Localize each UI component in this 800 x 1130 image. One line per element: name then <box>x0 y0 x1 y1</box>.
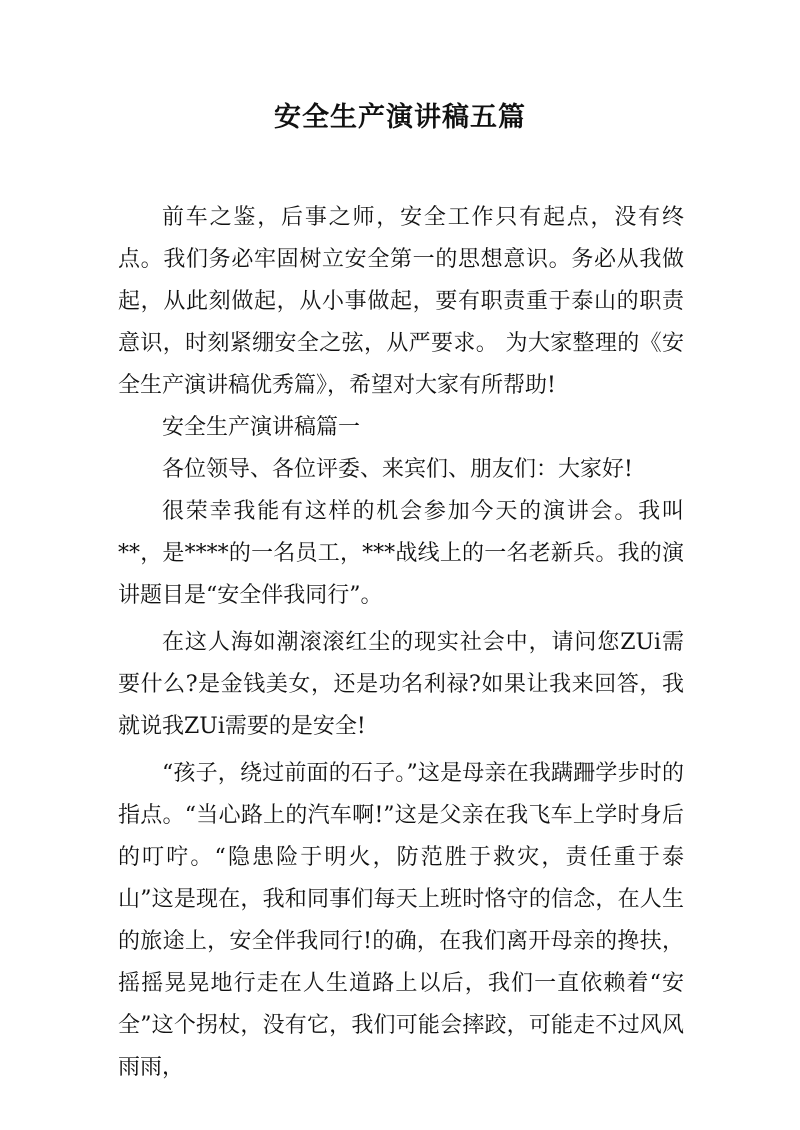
body-paragraph: 在这人海如潮滚滚红尘的现实社会中，请问您ZUi需要什么?是金钱美女，还是功名利禄?如果让我来回答，我就说我ZUi需要的是安全! <box>118 630 684 739</box>
body-paragraph: 很荣幸我能有这样的机会参加今天的演讲会。我叫**，是****的一名员工，***战线上的一名老新兵。我的演讲题目是“安全伴我同行”。 <box>118 499 684 608</box>
document-title: 安全生产演讲稿五篇 <box>274 102 526 133</box>
greeting-paragraph: 各位领导、各位评委、来宾们、朋友们：大家好! <box>162 457 633 482</box>
body-paragraph: “孩子，绕过前面的石子。”这是母亲在我蹒跚学步时的指点。“当心路上的汽车啊!”这是父亲在我飞车上学时身后的叮咛。“隐患险于明火，防范胜于救灾，责任重于泰山”这是现在，我和同事们每天上班时恪守的信念，在人生的旅途上，安全伴我同行!的确，在我们离开母亲的搀扶，摇摇晃晃地行走在人生道路上以后，我们一直依赖着“安全”这个拐杖，没有它，我们可能会摔跤，可能走不过风风雨雨， <box>118 761 684 1080</box>
section-heading: 安全生产演讲稿篇一 <box>162 415 361 440</box>
intro-paragraph: 前车之鉴，后事之师，安全工作只有起点，没有终点。我们务必牢固树立安全第一的思想意识。务必从我做起，从此刻做起，从小事做起，要有职责重于泰山的职责意识，时刻紧绷安全之弦，从严要求。 为大家整理的《安全生产演讲稿优秀篇》，希望对大家有所帮助! <box>118 205 684 398</box>
document-body <box>118 197 684 1089</box>
